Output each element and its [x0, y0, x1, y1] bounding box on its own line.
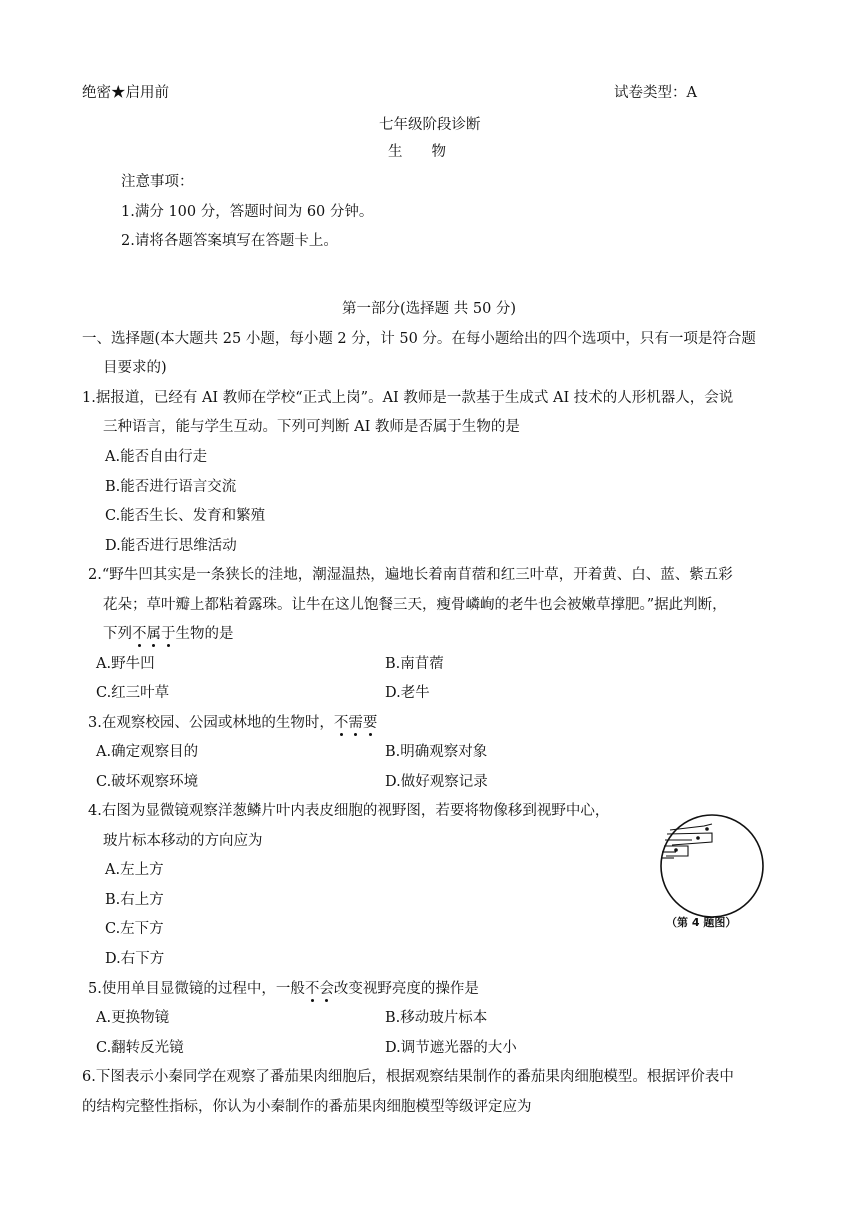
q5-option-a: A.更换物镜 — [96, 1010, 170, 1026]
q3-option-b: B.明确观察对象 — [385, 744, 488, 760]
q5-option-b: B.移动玻片标本 — [385, 1010, 488, 1026]
q5-option-c: C.翻转反光镜 — [96, 1040, 184, 1056]
q5-emphasis-will-not — [305, 981, 334, 997]
q1-stem-line2: 三种语言，能与学生互动。下列可判断 AI 教师是否属于生物的是 — [103, 419, 520, 435]
q2-option-a: A.野牛凹 — [96, 656, 155, 672]
emphasis-char: 属 — [146, 626, 161, 642]
q3-stem-pre: 3.在观察校园、公园或林地的生物时， — [88, 715, 334, 731]
q2-option-c: C.红三叶草 — [96, 685, 170, 701]
notes-item-1: 1.满分 100 分，答题时间为 60 分钟。 — [121, 204, 374, 220]
q4-option-d: D.右下方 — [105, 951, 165, 967]
field-of-view-circle — [661, 815, 763, 917]
q5-stem-pre: 5.使用单目显微镜的过程中，一般 — [88, 981, 305, 997]
section-instructions-line1: 一、选择题(本大题共 25 小题，每小题 2 分，计 50 分。在每小题给出的四个选项中，只有一项是符合题 — [82, 331, 756, 347]
q2-option-b: B.南苜蓿 — [385, 656, 444, 672]
q2-stem-line2: 花朵；草叶瓣上都粘着露珠。让牛在这儿饱餐三天，瘦骨嶙峋的老牛也会被嫩草撑肥。”据此判断， — [103, 597, 727, 613]
secrecy-mark: 绝密★启用前 — [82, 85, 169, 101]
q3-stem-line1 — [88, 714, 377, 732]
q1-option-b: B.能否进行语言交流 — [105, 479, 237, 495]
notes-heading: 注意事项： — [121, 174, 194, 190]
q1-stem-line1: 1.据报道，已经有 AI 教师在学校“正式上岗”。AI 教师是一款基于生成式 AI 技术的人形机器人，会说 — [82, 390, 734, 406]
q4-stem-line1: 4.右图为显微镜观察洋葱鳞片叶内表皮细胞的视野图，若要将物像移到视野中心， — [88, 803, 610, 819]
q4-option-b: B.右上方 — [105, 892, 164, 908]
emphasis-char: 要 — [362, 715, 378, 731]
q2-stem-line3-post: 生物的是 — [175, 626, 234, 642]
q3-emphasis-not-needed — [334, 715, 378, 731]
notes-item-2: 2.请将各题答案填写在答题卡上。 — [121, 233, 338, 249]
section-instructions-line2: 目要求的) — [103, 360, 167, 376]
q1-option-a: A.能否自由行走 — [105, 449, 208, 465]
q2-stem-line3-pre: 下列 — [103, 626, 132, 642]
q2-stem-line3 — [103, 625, 234, 643]
cell-nucleus — [696, 836, 700, 840]
q2-option-d: D.老牛 — [385, 685, 430, 701]
cell-nucleus — [705, 827, 709, 831]
q2-emphasis-not-belong — [132, 626, 176, 642]
q1-option-d: D.能否进行思维活动 — [105, 538, 237, 554]
q5-stem-post: 改变视野亮度的操作是 — [333, 981, 479, 997]
emphasis-char: 于 — [161, 626, 176, 642]
q3-option-d: D.做好观察记录 — [385, 774, 488, 790]
q6-stem-line1: 6.下图表示小秦同学在观察了番茄果肉细胞后，根据观察结果制作的番茄果肉细胞模型。根据评价表中 — [82, 1069, 734, 1085]
q5-option-d: D.调节遮光器的大小 — [385, 1040, 517, 1056]
subject-title: 生 物 — [388, 144, 446, 160]
exam-title: 七年级阶段诊断 — [379, 117, 481, 133]
emphasis-char: 需 — [348, 715, 363, 731]
q2-stem-line1: 2.“野牛凹其实是一条狭长的洼地，潮湿温热，遍地长着南苜蓿和红三叶草，开着黄、白、蓝、紫五彩 — [88, 567, 733, 583]
q4-stem-line2: 玻片标本移动的方向应为 — [103, 833, 263, 849]
part-title: 第一部分(选择题 共 50 分) — [342, 301, 517, 317]
cell-nucleus — [674, 848, 678, 852]
q5-stem-line1 — [88, 980, 479, 998]
q3-option-c: C.破坏观察环境 — [96, 774, 199, 790]
q3-option-a: A.确定观察目的 — [96, 744, 199, 760]
emphasis-char: 不 — [304, 981, 320, 997]
paper-type: 试卷类型：A — [614, 85, 697, 101]
emphasis-char: 会 — [319, 981, 334, 997]
q4-option-c: C.左下方 — [105, 921, 164, 937]
q4-option-a: A.左上方 — [105, 862, 164, 878]
emphasis-char: 不 — [333, 715, 349, 731]
q2-emphasis-text — [132, 626, 176, 642]
q1-option-c: C.能否生长、发育和繁殖 — [105, 508, 266, 524]
q6-stem-line2: 的结构完整性指标，你认为小秦制作的番茄果肉细胞模型等级评定应为 — [82, 1099, 532, 1115]
emphasis-char: 不 — [132, 626, 147, 642]
figure-4-caption: （第 4 题图） — [666, 916, 737, 929]
